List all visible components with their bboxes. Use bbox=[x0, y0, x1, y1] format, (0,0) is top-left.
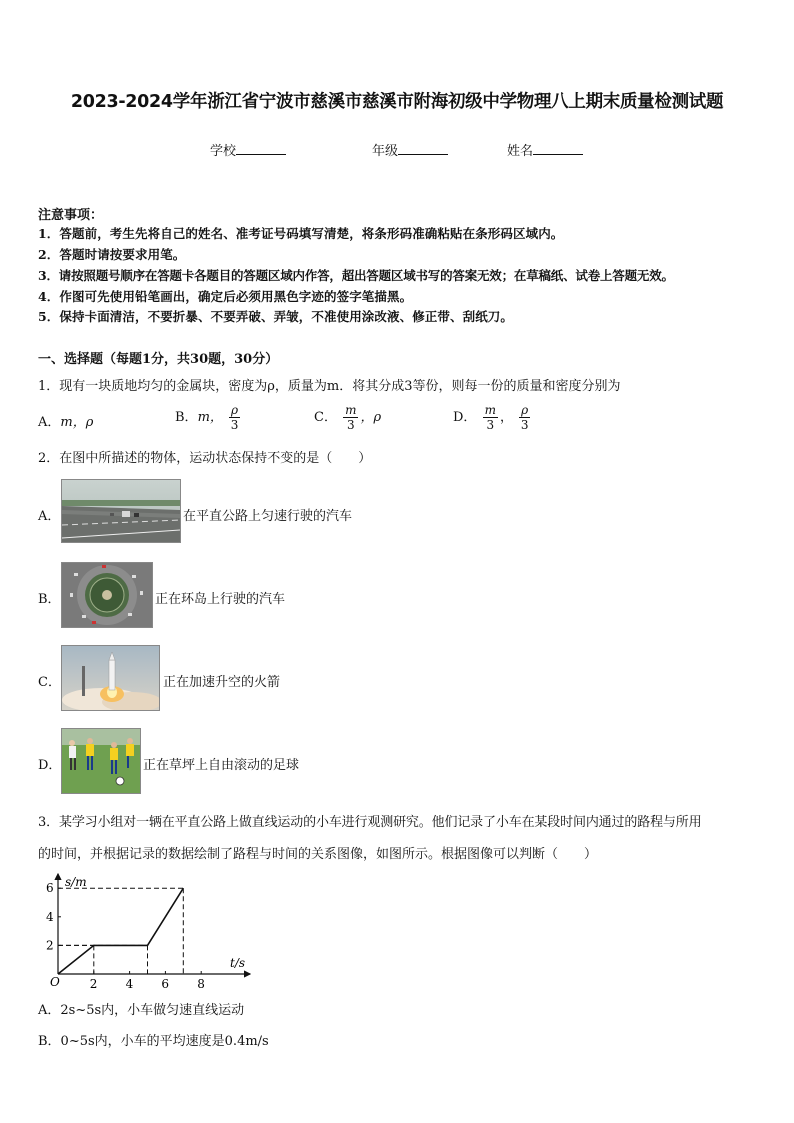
x-tick-label: 4 bbox=[125, 977, 134, 991]
s-t-line bbox=[58, 888, 183, 974]
highway-image bbox=[61, 479, 181, 543]
q2-option-a-label[interactable]: A． bbox=[38, 509, 61, 524]
x-tick-label: 6 bbox=[161, 977, 170, 991]
note-item: 1．答题前，考生先将自己的姓名、准考证号码填写清楚，将条形码准确粘贴在条形码区域内。 bbox=[38, 226, 564, 241]
q2-option-a-text: 在平直公路上匀速行驶的汽车 bbox=[183, 509, 353, 524]
name-label: 姓名 bbox=[507, 144, 534, 159]
school-blank[interactable] bbox=[236, 142, 286, 155]
page-title: 2023-2024学年浙江省宁波市慈溪市慈溪市附海初级中学物理八上期末质量检测试题 bbox=[70, 92, 724, 112]
y-tick-label: 4 bbox=[46, 909, 54, 924]
name-field bbox=[507, 140, 583, 159]
note-item: 2．答题时请按要求用笔。 bbox=[38, 247, 186, 262]
note-item: 3．请按照题号顺序在答题卡各题目的答题区域内作答，超出答题区域书写的答案无效；在草稿纸、试卷上答题无效。 bbox=[38, 268, 674, 283]
q2-option-c-label[interactable]: C． bbox=[38, 675, 61, 690]
q3-option-b[interactable]: B．0~5s内，小车的平均速度是0.4m/s bbox=[38, 1034, 269, 1049]
q2-option-b-label[interactable]: B． bbox=[38, 592, 61, 607]
fraction: $\frac{\rho}{3}$ bbox=[230, 403, 239, 432]
rocket-image bbox=[61, 645, 160, 711]
grade-label: 年级 bbox=[372, 144, 399, 159]
q3-option-a[interactable]: A．2s~5s内，小车做匀速直线运动 bbox=[38, 1003, 245, 1018]
grade-blank[interactable] bbox=[398, 142, 448, 155]
section-heading: 一、选择题（每题1分，共30题，30分） bbox=[38, 352, 279, 367]
y-axis-label: s/m bbox=[65, 875, 87, 889]
x-tick-label: 2 bbox=[89, 977, 98, 991]
note-item: 5．保持卡面清洁，不要折暴、不要弄破、弄皱，不准使用涂改液、修正带、刮纸刀。 bbox=[38, 309, 513, 324]
q1-option-c[interactable]: C． $\frac{m}{3}$ ，ρ bbox=[314, 403, 382, 432]
origin-label: O bbox=[50, 975, 60, 989]
x-axis-label: t/s bbox=[230, 956, 246, 970]
q2-option-c-text: 正在加速升空的火箭 bbox=[163, 675, 281, 690]
q2-option-d-label[interactable]: D． bbox=[38, 758, 62, 773]
y-tick-label: 6 bbox=[46, 881, 54, 896]
q1-option-b[interactable]: B．m， $\frac{\rho}{3}$ bbox=[175, 403, 239, 432]
q2-option-d-text: 正在草坪上自由滚动的足球 bbox=[143, 758, 300, 773]
q1-option-a[interactable]: A．m，ρ bbox=[38, 415, 94, 430]
roundabout-image bbox=[61, 562, 153, 628]
y-tick-label: 2 bbox=[46, 938, 54, 953]
q2-stem: 2．在图中所描述的物体，运动状态保持不变的是（ ） bbox=[38, 451, 372, 466]
x-tick-label: 8 bbox=[197, 977, 205, 991]
q2-option-b-text: 正在环岛上行驶的汽车 bbox=[155, 592, 286, 607]
fraction: $\frac{\rho}{3}$ bbox=[520, 403, 529, 432]
q1-stem: 1．现有一块质地均匀的金属块，密度为ρ，质量为m．将其分成3等份，则每一份的质量和密度分别为 bbox=[38, 379, 621, 394]
football-image bbox=[61, 728, 141, 794]
q3-stem-line1: 3．某学习小组对一辆在平直公路上做直线运动的小车进行观测研究。他们记录了小车在某段时间内通过的路程与所用 bbox=[38, 815, 702, 830]
note-item: 4．作图可先使用铅笔画出，确定后必须用黑色字迹的签字笔描黑。 bbox=[38, 289, 413, 304]
fraction: $\frac{m}{3}$ bbox=[345, 403, 357, 432]
q1-option-d[interactable]: D． $\frac{m}{3}$ ， $\frac{\rho}{3}$ bbox=[453, 403, 529, 432]
notes-heading: 注意事项： bbox=[38, 208, 104, 223]
q3-stem-line2: 的时间，并根据记录的数据绘制了路程与时间的关系图像，如图所示。根据图像可以判断（ ） bbox=[38, 847, 598, 862]
s-t-graph bbox=[38, 870, 258, 992]
school-field bbox=[210, 140, 286, 159]
school-label: 学校 bbox=[210, 144, 237, 159]
fraction: $\frac{m}{3}$ bbox=[484, 403, 496, 432]
name-blank[interactable] bbox=[533, 142, 583, 155]
grade-field bbox=[372, 140, 448, 159]
